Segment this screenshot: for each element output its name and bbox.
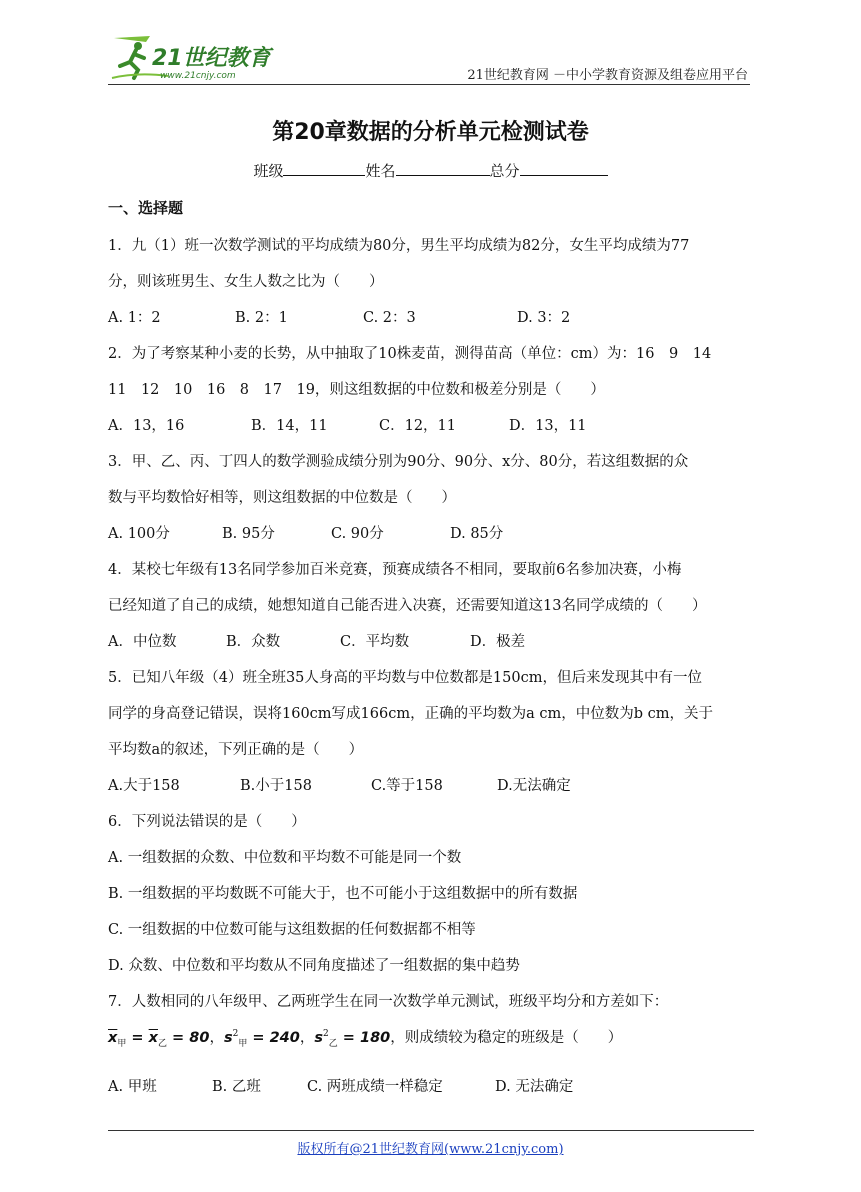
score-field[interactable] (520, 161, 608, 176)
footer-divider (108, 1130, 754, 1131)
q4-line1: 4．某校七年级有13名同学参加百米竞赛，预赛成绩各不相同，要取前6名参加决赛，小梅 (108, 562, 682, 578)
q3-option-a: A. 100分 (108, 526, 170, 542)
q1-option-a: A. 1：2 (108, 310, 161, 326)
site-logo (108, 32, 283, 82)
sub-jia-2: 甲 (238, 1038, 248, 1049)
runner-logo-icon (108, 32, 283, 82)
logo-text: 21世纪教育 (152, 46, 271, 71)
q4-option-d: D．极差 (470, 634, 526, 650)
q4-line2: 已经知道了自己的成绩，她想知道自己能否进入决赛，还需要知道这13名同学成绩的（ ） (108, 598, 707, 614)
header-divider (108, 84, 750, 85)
sub-yi-2: 乙 (328, 1038, 338, 1049)
q6-option-d: D. 众数、中位数和平均数从不同角度描述了一组数据的集中趋势 (108, 958, 520, 974)
eq-sign-4: = (337, 1030, 360, 1046)
separator: ， (209, 1030, 224, 1046)
page-title: 第20章数据的分析单元检测试卷 (272, 120, 589, 145)
q4-option-a: A．中位数 (108, 634, 177, 650)
var-jia-symbol: s (223, 1030, 233, 1046)
q1-option-d: D. 3：2 (517, 310, 571, 326)
q3-option-b: B. 95分 (222, 526, 275, 542)
header-site-name: 21世纪教育网 －中小学教育资源及组卷应用平台 (467, 68, 748, 83)
q7-option-b: B. 乙班 (212, 1079, 261, 1095)
sup-2-b: 2 (323, 1029, 329, 1040)
q7-line2-tail: ，则成绩较为稳定的班级是（ ） (390, 1030, 623, 1046)
q2-option-c: C．12，11 (379, 418, 456, 434)
q6-line1: 6．下列说法错误的是（ ） (108, 814, 306, 830)
name-label: 姓名 (365, 162, 396, 180)
q3-option-d: D. 85分 (450, 526, 504, 542)
sub-jia: 甲 (117, 1038, 127, 1049)
class-label: 班级 (253, 162, 284, 180)
q5-line1: 5．已知八年级（4）班全班35人身高的平均数与中位数都是150cm，但后来发现其中有一位 (108, 670, 702, 686)
var-jia-value: 240 (269, 1030, 300, 1046)
q2-option-d: D．13，11 (509, 418, 587, 434)
sub-yi: 乙 (157, 1038, 167, 1049)
q1-line2: 分，则该班男生、女生人数之比为（ ） (108, 274, 384, 290)
q7-option-c: C. 两班成绩一样稳定 (307, 1079, 443, 1095)
q4-option-b: B．众数 (226, 634, 281, 650)
q2-option-a: A．13，16 (108, 418, 185, 434)
eq-sign-3: = (247, 1030, 270, 1046)
q5-line2: 同学的身高登记错误，误将160cm写成166cm，正确的平均数为a cm，中位数为b cm，关于 (108, 706, 713, 722)
q5-option-d: D.无法确定 (497, 778, 571, 794)
q1-option-c: C. 2：3 (363, 310, 416, 326)
q1-line1: 1．九（1）班一次数学测试的平均成绩为80分，男生平均成绩为82分，女生平均成绩为77 (108, 238, 690, 254)
eq-sign-2: = (167, 1030, 190, 1046)
name-field[interactable] (396, 161, 490, 176)
q4-option-c: C．平均数 (340, 634, 410, 650)
info-line (0, 160, 861, 181)
q5-line3: 平均数a的叙述，下列正确的是（ ） (108, 742, 364, 758)
q2-line1: 2．为了考察某种小麦的长势，从中抽取了10株麦苗，测得苗高（单位：cm）为：16 9 14 (108, 346, 712, 362)
q7-option-a: A. 甲班 (108, 1079, 157, 1095)
q6-option-b: B. 一组数据的平均数既不可能大于，也不可能小于这组数据中的所有数据 (108, 886, 578, 902)
eq-sign: = (126, 1030, 149, 1046)
q3-line2: 数与平均数恰好相等，则这组数据的中位数是（ ） (108, 490, 456, 506)
q5-option-a: A.大于158 (108, 778, 180, 794)
q6-option-a: A. 一组数据的众数、中位数和平均数不可能是同一个数 (108, 850, 462, 866)
logo-url: www.21cnjy.com (160, 71, 236, 81)
q2-option-b: B．14，11 (251, 418, 328, 434)
q5-option-c: C.等于158 (371, 778, 443, 794)
q1-option-b: B. 2：1 (235, 310, 288, 326)
q6-option-c: C. 一组数据的中位数可能与这组数据的任何数据都不相等 (108, 922, 476, 938)
separator-2: ， (299, 1030, 315, 1046)
footer-copyright-link[interactable]: 版权所有@21世纪教育网(www.21cnjy.com) (297, 1142, 564, 1157)
var-yi-value: 180 (360, 1030, 391, 1046)
mean-jia-symbol: $\overline{x}$ (108, 1030, 118, 1046)
class-field[interactable] (283, 161, 365, 176)
sup-2: 2 (232, 1029, 239, 1040)
var-yi-symbol: s (314, 1030, 323, 1046)
mean-yi-symbol: $\overline{x}$ (148, 1030, 158, 1046)
section-title: 一、选择题 (108, 199, 184, 217)
q7-line1: 7．人数相同的八年级甲、乙两班学生在同一次数学单元测试，班级平均分和方差如下： (108, 994, 669, 1010)
q3-option-c: C. 90分 (331, 526, 384, 542)
q7-option-d: D. 无法确定 (495, 1079, 574, 1095)
q7-formula (108, 1026, 622, 1049)
q2-line2: 11 12 10 16 8 17 19，则这组数据的中位数和极差分别是（ ） (108, 382, 605, 398)
q5-option-b: B.小于158 (240, 778, 312, 794)
q3-line1: 3．甲、乙、丙、丁四人的数学测验成绩分别为90分、90分、x分、80分，若这组数据的众 (108, 454, 689, 470)
score-label: 总分 (489, 162, 520, 180)
mean-value: 80 (189, 1030, 210, 1046)
